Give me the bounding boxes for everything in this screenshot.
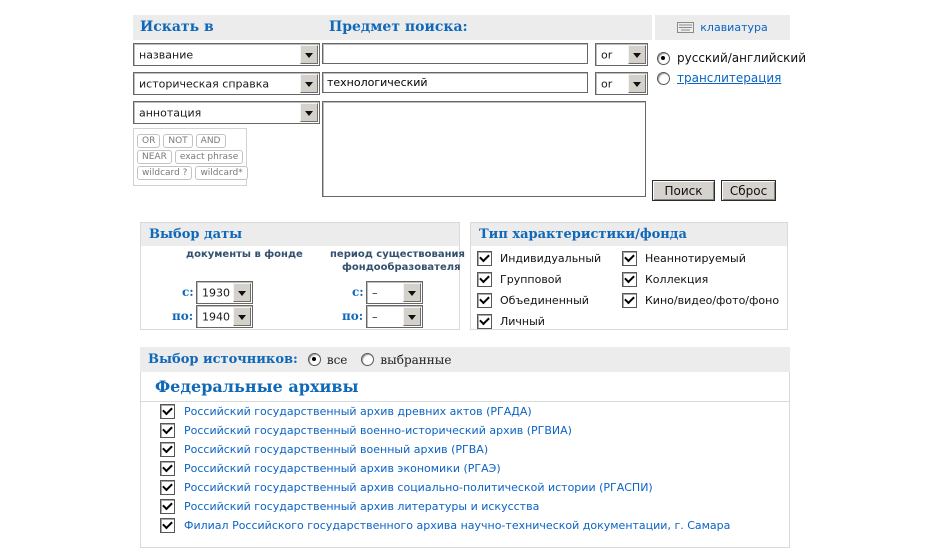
archive-row[interactable] <box>160 478 653 497</box>
checkbox[interactable] <box>160 518 175 533</box>
fund-type-unannotated[interactable] <box>622 250 746 266</box>
search-term-input-2[interactable] <box>322 72 588 93</box>
keyboard-bar <box>655 15 790 40</box>
archive-link-rgali[interactable]: Российский государственный архив литературы и искусства <box>184 500 540 513</box>
checkbox[interactable] <box>160 442 175 457</box>
search-button[interactable]: Поиск <box>652 180 715 201</box>
search-in-select-1[interactable] <box>133 43 320 66</box>
radio-russian-english[interactable] <box>657 52 670 65</box>
chevron-down-icon[interactable] <box>628 74 646 93</box>
docs-to-label: по: <box>172 309 194 323</box>
creator-to-label: по: <box>342 309 364 323</box>
language-option-transliteration[interactable] <box>657 71 781 85</box>
russian-english-label: русский/английский <box>677 51 807 65</box>
all-sources-label: все <box>326 352 348 367</box>
docs-in-fund-column-label: документы в фонде <box>186 249 303 260</box>
radio-all-sources[interactable] <box>308 353 321 366</box>
checkbox[interactable] <box>160 423 175 438</box>
creator-period-label-line2: фондообразователя <box>342 262 461 273</box>
term-operator-select-1[interactable] <box>595 43 648 66</box>
selected-sources-label: выбранные <box>380 352 452 367</box>
keyboard-icon <box>677 22 694 33</box>
fund-type-label: Кино/видео/фото/фоно <box>645 293 780 307</box>
docs-from-value: 1930 <box>202 286 230 299</box>
archive-link-rgae[interactable]: Российский государственный архив экономики (РГАЭ) <box>184 462 501 475</box>
date-selection-title: Выбор даты <box>141 223 459 246</box>
creator-from-value: – <box>372 286 378 299</box>
sources-all-option[interactable] <box>308 353 348 367</box>
search-in-select-2-value: историческая справка <box>139 77 270 90</box>
search-term-input-1[interactable] <box>322 43 588 64</box>
not-operator-button[interactable]: NOT <box>163 134 192 148</box>
fund-type-collection[interactable] <box>622 271 708 287</box>
reset-button[interactable]: Сброс <box>721 180 776 201</box>
term-operator-1-value: or <box>601 48 613 61</box>
exact-phrase-button[interactable]: exact phrase <box>175 150 243 164</box>
fund-type-label: Коллекция <box>645 272 709 286</box>
checkbox[interactable] <box>477 272 492 287</box>
search-in-select-3[interactable] <box>133 101 320 124</box>
creator-period-label-line1: период существования <box>330 249 465 260</box>
checkbox[interactable] <box>477 251 492 266</box>
archive-link-rgvia[interactable]: Российский государственный военно-исторический архив (РГВИА) <box>184 424 572 437</box>
fund-type-personal[interactable] <box>477 313 545 329</box>
chevron-down-icon[interactable] <box>300 103 318 122</box>
fund-type-label: Неаннотируемый <box>645 251 746 265</box>
operator-button-panel <box>133 128 247 186</box>
search-in-header <box>133 15 326 40</box>
archive-row[interactable] <box>160 402 532 421</box>
search-in-select-1-value: название <box>139 48 194 61</box>
term-operator-2-value: or <box>601 77 613 90</box>
chevron-down-icon[interactable] <box>233 283 251 302</box>
fund-type-label: Индивидуальный <box>500 251 602 265</box>
chevron-down-icon[interactable] <box>403 307 421 326</box>
radio-transliteration[interactable] <box>657 72 670 85</box>
or-operator-button[interactable]: OR <box>137 134 160 148</box>
fund-type-individual[interactable] <box>477 250 601 266</box>
radio-selected-sources[interactable] <box>361 353 374 366</box>
search-query-textarea[interactable] <box>322 101 646 197</box>
checkbox[interactable] <box>160 480 175 495</box>
chevron-down-icon[interactable] <box>403 283 421 302</box>
fund-type-label: Объединенный <box>500 293 589 307</box>
docs-from-label: с: <box>182 285 194 299</box>
fund-type-title: Тип характеристики/фонда <box>471 223 787 246</box>
checkbox[interactable] <box>160 499 175 514</box>
federal-archives-group-title: Федеральные архивы <box>141 372 789 402</box>
docs-to-value: 1940 <box>202 310 230 323</box>
wildcard-question-button[interactable]: wildcard ? <box>137 166 192 180</box>
archive-row[interactable] <box>160 440 488 459</box>
docs-to-select[interactable] <box>196 305 253 328</box>
search-in-title: Искать в <box>140 19 214 35</box>
fund-type-united[interactable] <box>477 292 589 308</box>
term-operator-select-2[interactable] <box>595 72 648 95</box>
archive-link-rgva[interactable]: Российский государственный военный архив (РГВА) <box>184 443 489 456</box>
keyboard-link[interactable]: клавиатура <box>700 21 768 34</box>
sources-selected-option[interactable] <box>361 353 451 367</box>
chevron-down-icon[interactable] <box>300 74 318 93</box>
archive-link-rgaspi[interactable]: Российский государственный архив социально-политической истории (РГАСПИ) <box>184 481 653 494</box>
checkbox[interactable] <box>622 251 637 266</box>
creator-from-select[interactable] <box>366 281 423 304</box>
checkbox[interactable] <box>160 404 175 419</box>
and-operator-button[interactable]: AND <box>196 134 226 148</box>
archive-link-rgada[interactable]: Российский государственный архив древних актов (РГАДА) <box>184 405 532 418</box>
search-subject-header <box>322 15 652 40</box>
checkbox[interactable] <box>477 293 492 308</box>
chevron-down-icon[interactable] <box>233 307 251 326</box>
chevron-down-icon[interactable] <box>300 45 318 64</box>
docs-from-select[interactable] <box>196 281 253 304</box>
search-in-select-3-value: аннотация <box>139 106 202 119</box>
archive-link-rgantd-samara[interactable]: Филиал Российского государственного архива научно-технической документации, г. Самара <box>184 519 731 532</box>
near-operator-button[interactable]: NEAR <box>137 150 172 164</box>
checkbox[interactable] <box>477 314 492 329</box>
checkbox[interactable] <box>160 461 175 476</box>
sources-header-bar <box>140 347 790 372</box>
archive-row[interactable] <box>160 497 539 516</box>
creator-to-value: – <box>372 310 378 323</box>
fund-type-media[interactable] <box>622 292 779 308</box>
checkbox[interactable] <box>622 293 637 308</box>
fund-type-group[interactable] <box>477 271 562 287</box>
fund-type-label: Личный <box>500 314 545 328</box>
search-in-select-2[interactable] <box>133 72 320 95</box>
checkbox[interactable] <box>622 272 637 287</box>
fund-type-label: Групповой <box>500 272 562 286</box>
search-subject-title: Предмет поиска: <box>329 19 468 35</box>
transliteration-link[interactable]: транслитерация <box>677 71 782 85</box>
wildcard-star-button[interactable]: wildcard* <box>195 166 247 180</box>
archive-row[interactable] <box>160 516 730 535</box>
sources-title: Выбор источников: <box>148 352 298 367</box>
language-option-russian-english[interactable] <box>657 51 806 65</box>
chevron-down-icon[interactable] <box>628 45 646 64</box>
creator-from-label: с: <box>352 285 364 299</box>
archive-row[interactable] <box>160 459 501 478</box>
archive-row[interactable] <box>160 421 572 440</box>
creator-to-select[interactable] <box>366 305 423 328</box>
